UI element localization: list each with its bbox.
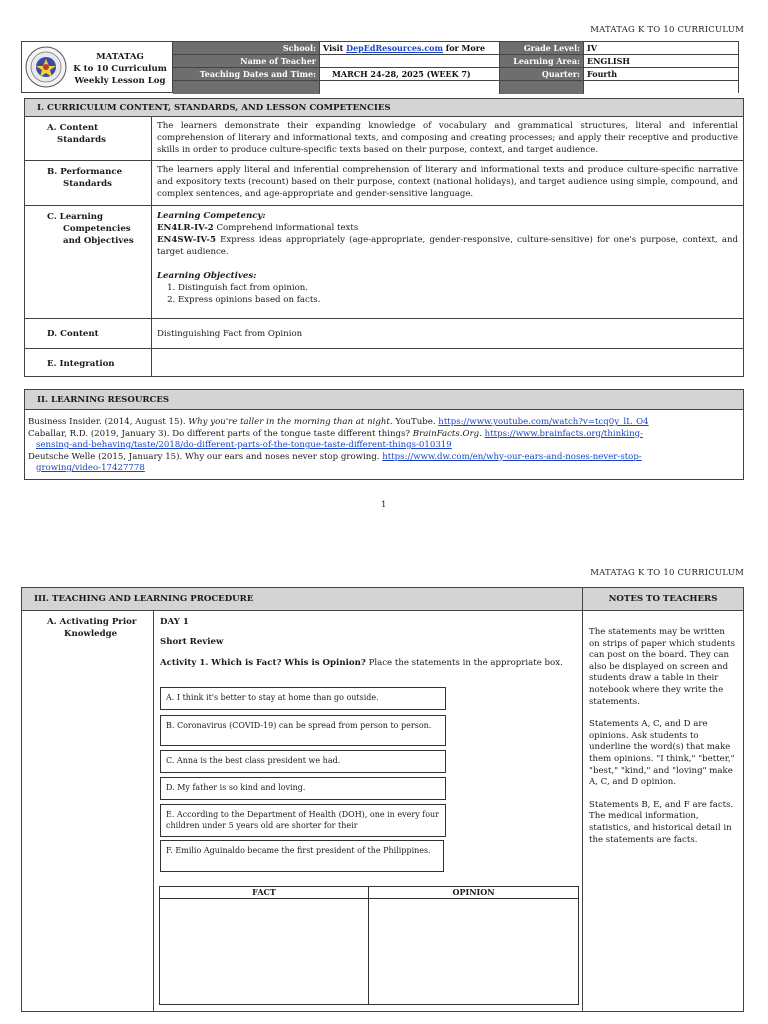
short-review-label: Short Review bbox=[160, 637, 224, 647]
section-teaching-procedure bbox=[21, 587, 744, 1012]
integration-label: E. Integration bbox=[25, 349, 152, 377]
teacher-value[interactable] bbox=[320, 55, 500, 68]
integration-text bbox=[152, 349, 743, 377]
competency-1: EN4LR-IV-2 Comprehend informational texts bbox=[157, 223, 359, 233]
activating-knowledge-label: A. Activating Prior Knowledge bbox=[47, 617, 137, 639]
section-curriculum-content bbox=[24, 98, 744, 377]
note-paragraph: The statements may be written on strips of paper which students can post on the board. They can also be displayed on screen and students draw a table in their notebook where they write the statements. bbox=[589, 627, 736, 707]
learning-competency-heading: Learning Competency: bbox=[157, 211, 266, 221]
header-empty-cell bbox=[173, 81, 320, 94]
content-row bbox=[25, 318, 743, 348]
school-value: Visit DepEdResources.com for More bbox=[320, 42, 500, 55]
reference-item: Caballar, R.D. (2019, January 3). Do different parts of the tongue taste different things? BrainFacts.Org. https://www.brainfacts.org/thinking- bbox=[28, 428, 644, 439]
procedure-content-cell bbox=[154, 611, 583, 1011]
competencies-text bbox=[152, 206, 743, 318]
objective-item: 1. Distinguish fact from opinion. bbox=[178, 282, 738, 294]
learning-area-label: Learning Area: bbox=[500, 55, 584, 68]
deped-seal-icon bbox=[25, 46, 67, 88]
section-heading: I. CURRICULUM CONTENT, STANDARDS, AND LESSON COMPETENCIES bbox=[24, 98, 744, 117]
content-standards-label: A. Content Standards bbox=[25, 117, 152, 160]
curriculum-label: MATATAG K TO 10 CURRICULUM bbox=[590, 25, 744, 35]
activity-instructions: Activity 1. Which is Fact? Whis is Opinion? Place the statements in the appropriate box. bbox=[160, 658, 563, 668]
learning-area-value: ENGLISH bbox=[584, 55, 738, 68]
section-heading: III. TEACHING AND LEARNING PROCEDURE bbox=[22, 588, 583, 611]
fact-column-header: FACT bbox=[160, 887, 369, 899]
reference-link[interactable]: https://www.youtube.com/watch?v=tcq0y_lL_O4 bbox=[438, 417, 649, 427]
section-heading: II. LEARNING RESOURCES bbox=[24, 389, 744, 410]
notes-cell bbox=[583, 611, 743, 1011]
day-label: DAY 1 bbox=[160, 617, 189, 627]
fact-column[interactable] bbox=[160, 899, 369, 1004]
teacher-label: Name of Teacher bbox=[173, 55, 320, 68]
grade-level-label: Grade Level: bbox=[500, 42, 584, 55]
lesson-log-header bbox=[21, 41, 739, 93]
content-standards-text: The learners demonstrate their expanding knowledge of vocabulary and grammatical structures, literal and inferential comprehension of literary and informational texts, and composing and creating processes; and apply their receptive and productive skills in order to produce culture-specific texts based on their purpose, context, and target audience. bbox=[157, 121, 738, 155]
quarter-label: Quarter: bbox=[500, 68, 584, 81]
procedure-label-cell bbox=[22, 611, 154, 1011]
note-paragraph: Statements B, E, and F are facts. The medical information, statistics, and historical detail in the statements are facts. bbox=[589, 799, 734, 845]
references-list bbox=[28, 417, 737, 475]
opinion-column[interactable] bbox=[369, 899, 578, 1004]
integration-row bbox=[25, 348, 743, 377]
content-label: D. Content bbox=[25, 319, 152, 348]
content-standards-row bbox=[25, 117, 743, 160]
statement-card[interactable]: C. Anna is the best class president we had. bbox=[160, 750, 446, 773]
competencies-label: C. Learning Competencies and Objectives bbox=[25, 206, 152, 318]
performance-standards-text: The learners apply literal and inferential comprehension of literary and informational texts and produce culture-specific narrative and expository texts (recount) based on their purpose, context (national holidays), and target audience using simple, compound, and complex sentences, and age-appropriate and gender-sensitive language. bbox=[157, 165, 738, 199]
quarter-value: Fourth bbox=[584, 68, 738, 81]
logo-cell bbox=[22, 42, 173, 92]
fact-opinion-table bbox=[159, 886, 579, 1005]
lesson-log-title: MATATAG K to 10 Curriculum Weekly Lesson Log bbox=[73, 52, 167, 86]
reference-link[interactable]: sensing-and-behaving/taste/2018/do-different-parts-of-the-tongue-taste-different-things-010319 bbox=[36, 440, 452, 450]
curriculum-label: MATATAG K TO 10 CURRICULUM bbox=[590, 568, 744, 578]
competency-2: EN4SW-IV-5 Express ideas appropriately (age-appropriate, gender-responsive, culture-sensitive) for one's purpose, context, and target audience. bbox=[157, 235, 738, 257]
objectives-list bbox=[157, 282, 738, 306]
statement-card[interactable]: B. Coronavirus (COVID-19) can be spread from person to person. bbox=[160, 715, 446, 746]
page-number: 1 bbox=[381, 500, 387, 510]
dates-value: MARCH 24-28, 2025 (WEEK 7) bbox=[320, 68, 500, 81]
objective-item: 2. Express opinions based on facts. bbox=[178, 294, 738, 306]
performance-standards-label: B. Performance Standards bbox=[25, 161, 152, 205]
dates-label: Teaching Dates and Time: bbox=[173, 68, 320, 81]
header-empty-cell bbox=[320, 81, 500, 94]
statement-card[interactable]: F. Emilio Aguinaldo became the first president of the Philippines. bbox=[160, 840, 444, 872]
header-empty-cell bbox=[584, 81, 738, 94]
grade-level-value: IV bbox=[584, 42, 738, 55]
opinion-column-header: OPINION bbox=[369, 887, 578, 899]
competencies-row bbox=[25, 205, 743, 318]
school-label: School: bbox=[173, 42, 320, 55]
reference-item: Deutsche Welle (2015, January 15). Why our ears and noses never stop growing. https://www.dw.com/en/why-our-ears-and-noses-never-stop- bbox=[28, 451, 642, 462]
statement-card[interactable]: A. I think it's better to stay at home than go outside. bbox=[160, 687, 446, 710]
note-paragraph: Statements A, C, and D are opinions. Ask students to underline the word(s) that make them opinions. "I think," "better," "best," "kind," and "loving" make A, C, and D opinion. bbox=[589, 719, 735, 788]
reference-link[interactable]: https://www.dw.com/en/why-our-ears-and-noses-never-stop- bbox=[382, 451, 642, 462]
statement-card[interactable]: D. My father is so kind and loving. bbox=[160, 777, 446, 800]
learning-objectives-heading: Learning Objectives: bbox=[157, 271, 257, 281]
section-learning-resources bbox=[24, 389, 744, 480]
statement-card[interactable]: E. According to the Department of Health (DOH), one in every four children under 5 years old are shorter for their bbox=[160, 804, 446, 837]
reference-continuation bbox=[28, 440, 737, 452]
performance-standards-row bbox=[25, 160, 743, 205]
reference-link[interactable]: https://www.brainfacts.org/thinking- bbox=[484, 428, 644, 439]
reference-item: Business Insider. (2014, August 15). Why you're taller in the morning than at night. YouTube. https://www.youtube.com/watch?v=tcq0y_lL_O4 bbox=[28, 417, 649, 427]
header-empty-cell bbox=[500, 81, 584, 94]
reference-link[interactable]: growing/video-17427778 bbox=[36, 463, 145, 473]
content-text: Distinguishing Fact from Opinion bbox=[157, 329, 303, 339]
notes-heading: NOTES TO TEACHERS bbox=[583, 588, 743, 611]
depedresources-link[interactable]: DepEdResources.com bbox=[346, 43, 443, 53]
reference-continuation bbox=[28, 463, 737, 475]
